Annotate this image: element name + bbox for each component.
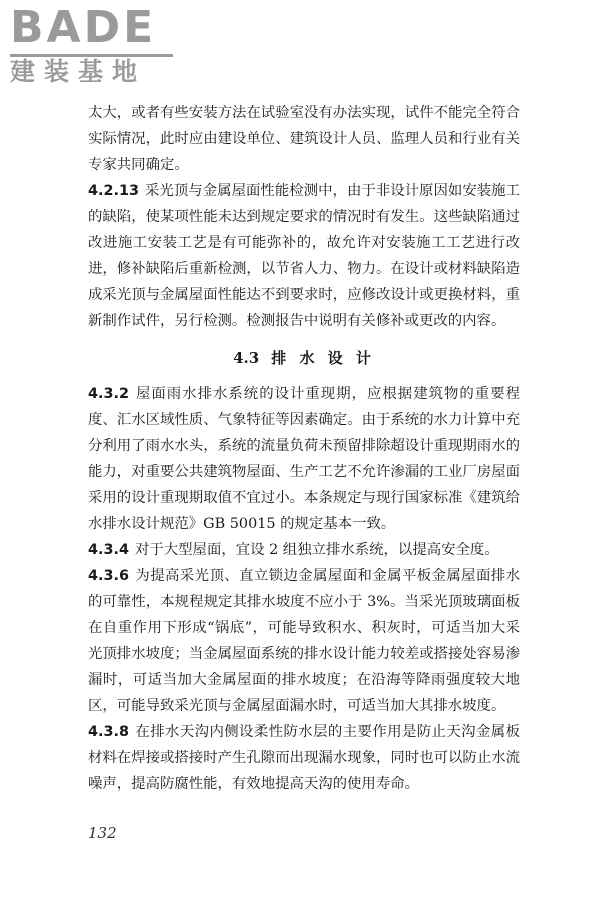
section-number: 4.3 xyxy=(233,349,260,367)
clause-text: 为提高采光顶、直立锁边金属屋面和金属平板金属屋面排水的可靠性，本规程规定其排水坡度不应小于 3%。当采光顶玻璃面板在自重作用下形成“锅底”，可能导致积水、积灰时，可适当加大采光顶排水坡度；当金属屋面系统的排水设计能力较差或搭接处容易渗漏时，可适当加大金属屋面的排水坡度；在沿海等降雨强度较大地区，可能导致采光顶与金属屋面漏水时，可适当加大其排水坡度。 xyxy=(88,568,520,714)
logo-latin-text: BADE xyxy=(10,2,157,53)
section-title: 排 水 设 计 xyxy=(271,349,375,367)
clause-number: 4.2.13 xyxy=(88,183,139,199)
bade-logo xyxy=(10,2,180,86)
clause-number: 4.3.2 xyxy=(88,386,129,402)
clause-4-3-6 xyxy=(88,563,520,719)
clause-4-2-13 xyxy=(88,178,520,334)
clause-text: 屋面雨水排水系统的设计重现期，应根据建筑物的重要程度、汇水区域性质、气象特征等因素确定。由于系统的水力计算中充分利用了雨水水头，系统的流量负荷未预留排除超设计重现期雨水的能力，对重要公共建筑物屋面、生产工艺不允许渗漏的工业厂房屋面采用的设计重现期取值不宜过小。本条规定与现行国家标准《建筑给水排水设计规范》GB 50015 的规定基本一致。 xyxy=(88,386,520,532)
clause-number: 4.3.4 xyxy=(88,542,129,558)
paragraph-continued xyxy=(88,100,520,178)
clause-text: 在排水天沟内侧设柔性防水层的主要作用是防止天沟金属板材料在焊接或搭接时产生孔隙而出现漏水现象，同时也可以防止水流噪声，提高防腐性能，有效地提高天沟的使用寿命。 xyxy=(88,724,520,792)
clause-4-3-4 xyxy=(88,537,520,563)
paragraph-text: 太大，或者有些安装方法在试验室没有办法实现，试件不能完全符合实际情况，此时应由建设单位、建筑设计人员、监理人员和行业有关专家共同确定。 xyxy=(88,105,520,173)
page-body xyxy=(88,100,520,797)
section-heading xyxy=(88,345,520,371)
clause-4-3-2 xyxy=(88,381,520,537)
clause-number: 4.3.6 xyxy=(88,568,129,584)
clause-number: 4.3.8 xyxy=(88,724,129,740)
logo-chinese-text: 建装基地 xyxy=(10,57,147,86)
clause-text: 对于大型屋面，宜设 2 组独立排水系统，以提高安全度。 xyxy=(134,542,499,558)
clause-4-3-8 xyxy=(88,719,520,797)
page-number: 132 xyxy=(88,824,117,842)
clause-text: 采光顶与金属屋面性能检测中，由于非设计原因如安装施工的缺陷，使某项性能未达到规定要求的情况时有发生。这些缺陷通过改进施工安装工艺是有可能弥补的，故允许对安装施工工艺进行改进，修补缺陷后重新检测，以节省人力、物力。在设计或材料缺陷造成采光顶与金属屋面性能达不到要求时，应修改设计或更换材料，重新制作试件，另行检测。检测报告中说明有关修补或更改的内容。 xyxy=(88,183,520,329)
